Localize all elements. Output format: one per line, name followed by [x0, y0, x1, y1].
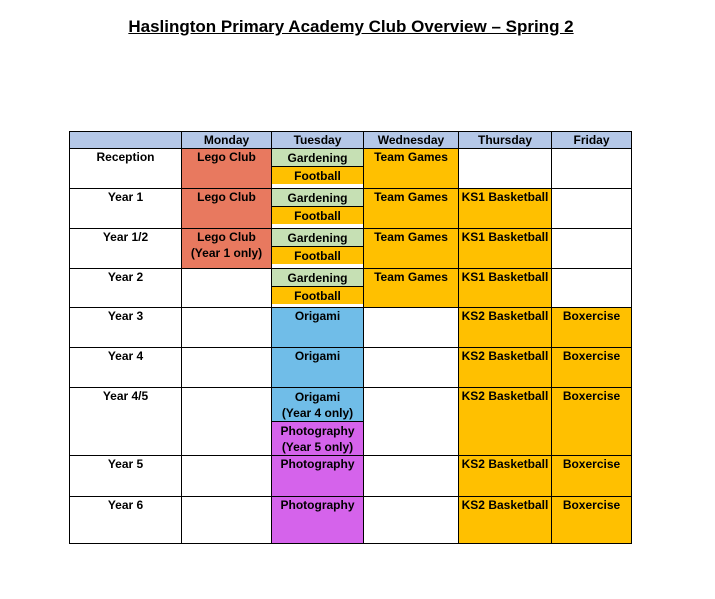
friday-cell: Boxercise — [552, 388, 632, 456]
friday-cell — [552, 269, 632, 308]
tuesday-cell — [272, 269, 364, 308]
friday-cell: Boxercise — [552, 308, 632, 348]
tuesday-bottom — [272, 422, 363, 455]
table-row — [70, 348, 632, 388]
tuesday-top: Gardening — [272, 269, 363, 287]
tuesday-bottom: Football — [272, 287, 363, 304]
tuesday-top: Gardening — [272, 149, 363, 167]
monday-cell — [182, 269, 272, 308]
wednesday-cell — [364, 348, 459, 388]
tuesday-cell — [272, 229, 364, 269]
tuesday-bottom-note: (Year 5 only) — [281, 440, 354, 454]
tuesday-top-activity: Origami — [294, 390, 341, 404]
header-friday: Friday — [552, 132, 632, 149]
wednesday-cell — [364, 388, 459, 456]
year-label: Year 3 — [70, 308, 182, 348]
year-label: Reception — [70, 149, 182, 189]
wednesday-cell — [364, 497, 459, 544]
tuesday-cell: Origami — [272, 348, 364, 388]
table-row — [70, 308, 632, 348]
table-row — [70, 497, 632, 544]
year-label: Year 4/5 — [70, 388, 182, 456]
tuesday-top-note: (Year 4 only) — [281, 406, 354, 420]
thursday-cell — [459, 149, 552, 189]
tuesday-cell: Photography — [272, 456, 364, 497]
tuesday-cell — [272, 149, 364, 189]
friday-cell: Boxercise — [552, 497, 632, 544]
monday-cell: Lego Club — [182, 149, 272, 189]
tuesday-top: Gardening — [272, 189, 363, 207]
friday-cell — [552, 189, 632, 229]
tuesday-top — [272, 388, 363, 422]
table-row — [70, 456, 632, 497]
tuesday-bottom: Football — [272, 167, 363, 184]
tuesday-cell: Photography — [272, 497, 364, 544]
header-row — [70, 132, 632, 149]
friday-cell: Boxercise — [552, 456, 632, 497]
wednesday-cell — [364, 308, 459, 348]
friday-cell — [552, 149, 632, 189]
thursday-cell: KS1 Basketball — [459, 189, 552, 229]
year-label: Year 6 — [70, 497, 182, 544]
friday-cell — [552, 229, 632, 269]
page-title: Haslington Primary Academy Club Overview – Spring 2 — [128, 17, 574, 36]
table-row — [70, 269, 632, 308]
tuesday-top: Gardening — [272, 229, 363, 247]
header-monday: Monday — [182, 132, 272, 149]
wednesday-cell: Team Games — [364, 269, 459, 308]
tuesday-cell — [272, 189, 364, 229]
year-label: Year 4 — [70, 348, 182, 388]
thursday-cell: KS2 Basketball — [459, 388, 552, 456]
year-label: Year 1 — [70, 189, 182, 229]
monday-cell — [182, 229, 272, 269]
friday-cell: Boxercise — [552, 348, 632, 388]
table-row — [70, 149, 632, 189]
thursday-cell: KS2 Basketball — [459, 497, 552, 544]
thursday-cell: KS1 Basketball — [459, 269, 552, 308]
tuesday-bottom: Football — [272, 207, 363, 224]
table-row — [70, 229, 632, 269]
table-row — [70, 388, 632, 456]
year-label: Year 1/2 — [70, 229, 182, 269]
thursday-cell: KS2 Basketball — [459, 308, 552, 348]
thursday-cell: KS2 Basketball — [459, 348, 552, 388]
monday-activity: Lego Club — [197, 230, 256, 244]
monday-cell — [182, 308, 272, 348]
tuesday-cell — [272, 388, 364, 456]
club-timetable — [69, 131, 632, 544]
table-row — [70, 189, 632, 229]
wednesday-cell: Team Games — [364, 189, 459, 229]
monday-cell — [182, 456, 272, 497]
monday-cell: Lego Club — [182, 189, 272, 229]
tuesday-cell: Origami — [272, 308, 364, 348]
monday-cell — [182, 388, 272, 456]
header-tuesday: Tuesday — [272, 132, 364, 149]
thursday-cell: KS2 Basketball — [459, 456, 552, 497]
monday-cell — [182, 497, 272, 544]
year-label: Year 2 — [70, 269, 182, 308]
wednesday-cell — [364, 456, 459, 497]
wednesday-cell: Team Games — [364, 229, 459, 269]
header-wednesday: Wednesday — [364, 132, 459, 149]
monday-note: (Year 1 only) — [190, 246, 263, 260]
wednesday-cell: Team Games — [364, 149, 459, 189]
header-thursday: Thursday — [459, 132, 552, 149]
year-label: Year 5 — [70, 456, 182, 497]
tuesday-bottom-activity: Photography — [280, 424, 355, 438]
header-corner — [70, 132, 182, 149]
monday-cell — [182, 348, 272, 388]
tuesday-bottom: Football — [272, 247, 363, 264]
thursday-cell: KS1 Basketball — [459, 229, 552, 269]
